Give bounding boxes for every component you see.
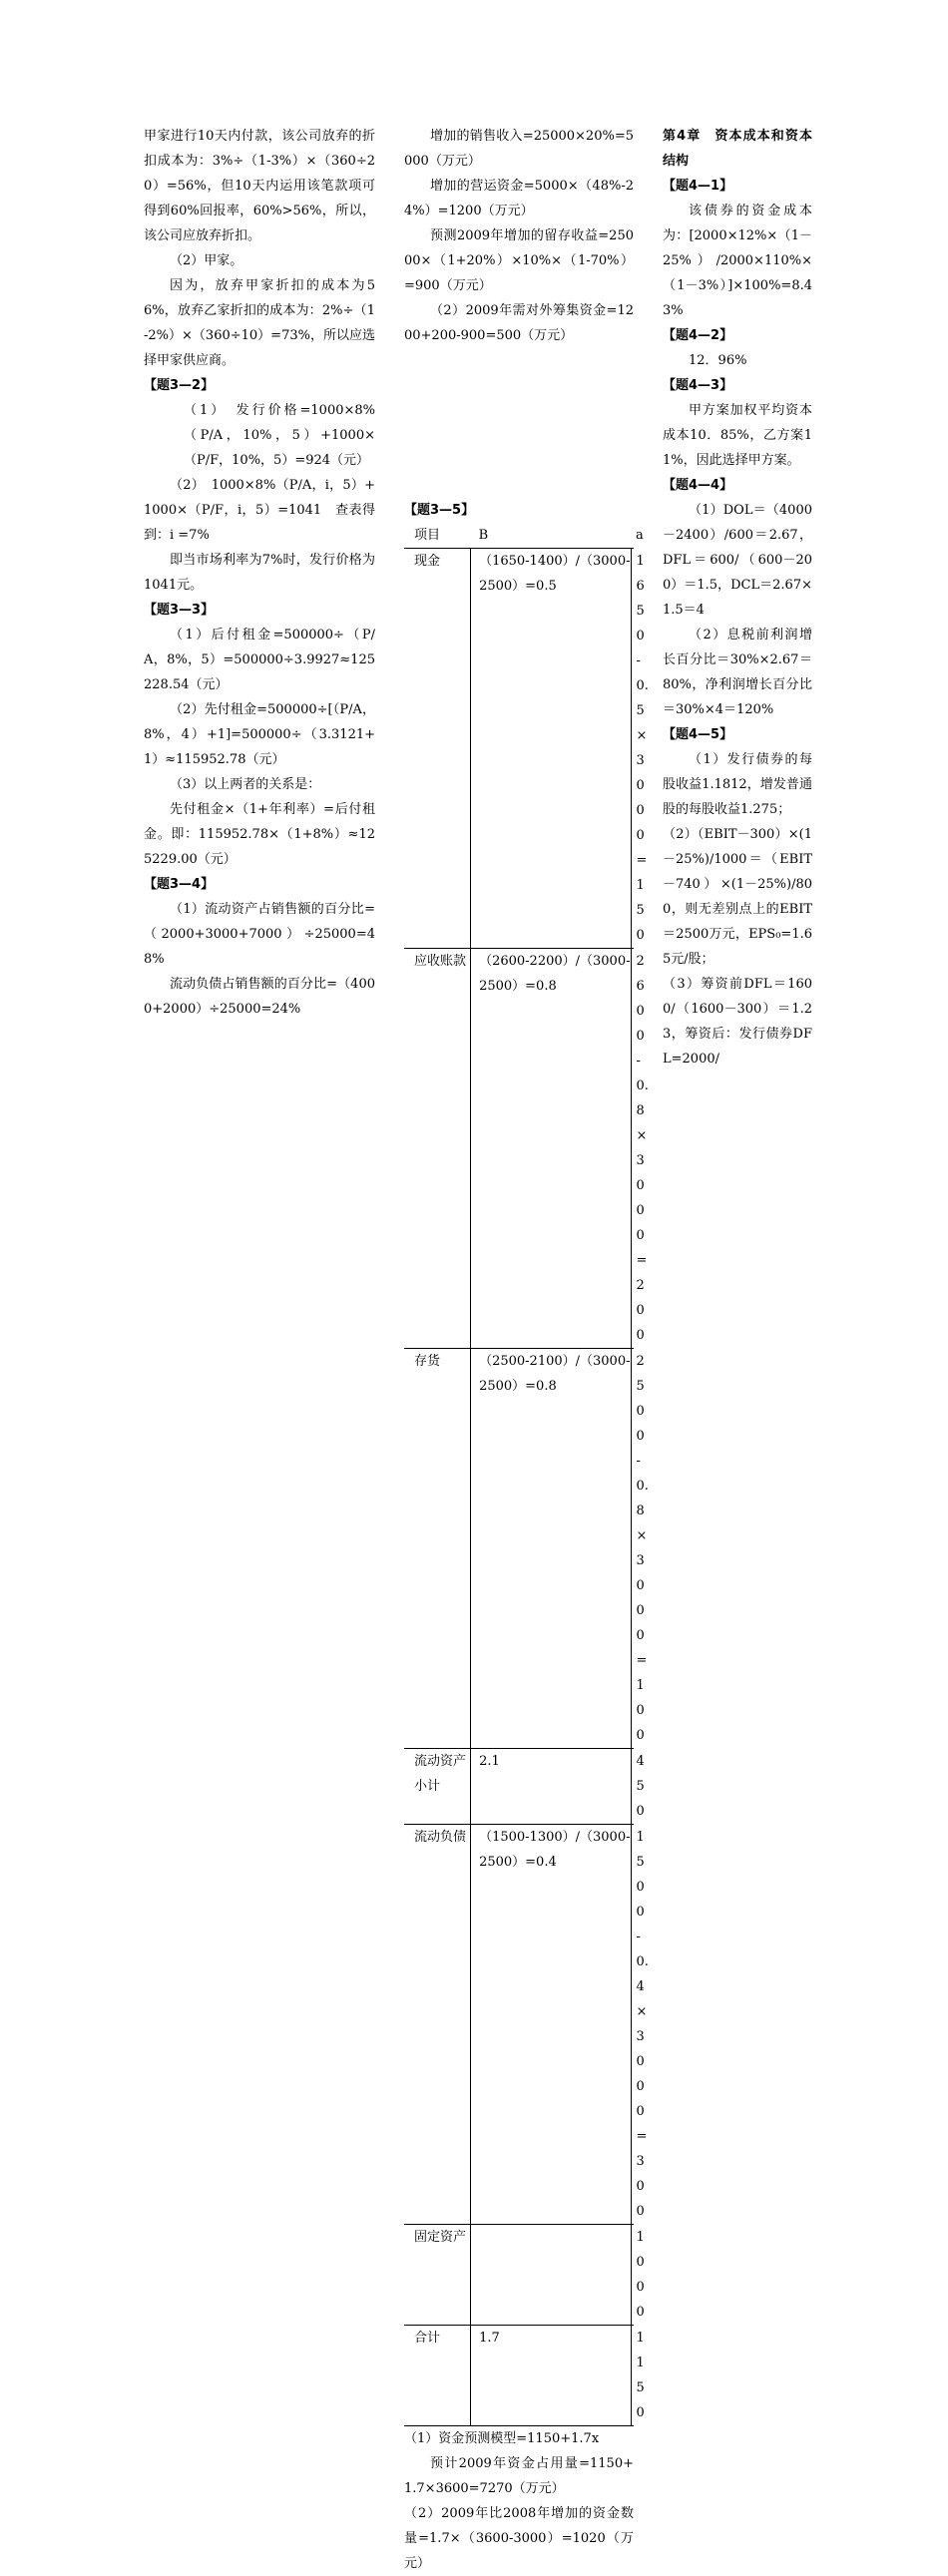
cell-a-value: 450 xyxy=(636,1754,645,1819)
paragraph: 预计2009年资金占用量=1150+1.7×3600=7270（万元） xyxy=(404,2456,634,2496)
cell-a xyxy=(632,949,649,1349)
paragraph: （1）流动资产占销售额的百分比=（2000+3000+7000）÷25000=48% xyxy=(144,902,375,967)
section-heading: 【题4—5】 xyxy=(663,727,733,742)
paragraph: （1）资金预测模型=1150+1.7x xyxy=(404,2431,600,2446)
section-heading: 【题3—2】 xyxy=(144,378,215,393)
table-header-row xyxy=(404,523,634,549)
paragraph: （2）（EBIT－300）×(1－25%)/1000＝（EBIT－740）×(1－25%)/800，则无差别点上的EBIT＝2500万元，EPS₀=1.65元/股； xyxy=(663,827,812,967)
paragraph: （2）先付租金=500000÷[（P/A，8%，4）+1]=500000÷（3.3121+1）≈115952.78（元） xyxy=(144,702,375,767)
cell-a-value: 1150 xyxy=(636,2331,645,2420)
paragraph: （2）甲家。 xyxy=(170,253,243,268)
table-row xyxy=(404,949,634,1349)
paragraph: （3）筹资前DFL＝1600/（1600－300）＝1.23，筹资后：发行债券DFL=2000/ xyxy=(663,977,812,1067)
paragraph: （2）2009年需对外筹集资金=1200+200-900=500（万元） xyxy=(404,303,634,343)
table-row xyxy=(404,1749,634,1825)
section-heading: 第4章 资本成本和资本结构 xyxy=(663,129,812,169)
paragraph: 增加的销售收入=25000×20%=5000（万元） xyxy=(404,129,634,169)
paragraph: 先付租金×（1+年利率）=后付租金。即：115952.78×（1+8%）≈125229.00（元） xyxy=(144,802,375,867)
paragraph: （1）DOL＝（4000－2400）/600＝2.67，DFL＝600/（600－200）＝1.5，DCL＝2.67×1.5＝4 xyxy=(663,503,812,618)
cell-a xyxy=(632,1749,645,1825)
cell-item: 固定资产 xyxy=(404,2225,471,2326)
section-heading: 【题4—3】 xyxy=(663,378,733,393)
paragraph: （2）2009年比2008年增加的资金数量=1.7×（3600-3000）=1020（万元） xyxy=(404,2506,634,2571)
paragraph: 该债券的资金成本为：[2000×12%×（1－25%）/2000×110%×（1－3%）]×100%=8.43% xyxy=(663,204,812,318)
cell-a-value: 1650-0.5×3000=150 xyxy=(636,554,649,943)
cell-a xyxy=(632,1825,649,2225)
cell-b: （1500-1300）/（3000-2500）=0.4 xyxy=(471,1825,632,2225)
column-middle-bottom xyxy=(404,2426,634,2576)
table-row xyxy=(404,2326,634,2426)
cell-item: 流动负债 xyxy=(404,1825,471,2225)
cell-a-value: 1000 xyxy=(636,2230,645,2320)
cell-a xyxy=(632,1349,649,1749)
paragraph: （1） 发行价格=1000×8%（P/A，10%，5）+1000×（P/F，10%，5）=924（元） xyxy=(184,403,375,468)
paragraph: 增加的营运资金=5000×（48%-24%）=1200（万元） xyxy=(404,179,634,218)
section-heading: 【题4—1】 xyxy=(663,179,733,194)
cell-a xyxy=(632,2225,645,2326)
cell-a-value: 2600-0.8×3000=200 xyxy=(636,954,649,1343)
paragraph: 即当市场利率为7%时，发行价格为1041元。 xyxy=(144,553,375,593)
paragraph: （1）发行债券的每股收益1.1812，增发普通股的每股收益1.275； xyxy=(663,752,812,817)
section-heading: 【题3—3】 xyxy=(144,603,215,618)
paragraph: 流动负债占销售额的百分比=（4000+2000）÷25000=24% xyxy=(144,977,375,1017)
column-left xyxy=(144,124,375,1022)
cell-item: 合计 xyxy=(404,2326,471,2426)
cell-b xyxy=(471,2225,632,2326)
section-heading: 【题3—4】 xyxy=(144,877,215,892)
paragraph: （3）以上两者的关系是： xyxy=(170,777,321,792)
paragraph: （2） 1000×8%（P/A，i，5）+1000×（P/F，i，5）=1041 查表得到：i =7% xyxy=(144,478,375,543)
cell-a-value: 1500-0.4×3000=300 xyxy=(636,1830,649,2219)
header-item: 项目 xyxy=(404,523,471,549)
section-heading: 【题4—2】 xyxy=(663,328,733,343)
section-heading: 【题4—4】 xyxy=(663,478,733,493)
paragraph: 甲方案加权平均资本成本10．85%，乙方案11%，因此选择甲方案。 xyxy=(663,403,812,468)
paragraph: 因为，放弃甲家折扣的成本为56%，放弃乙家折扣的成本为：2%÷（1-2%）×（360÷10）=73%，所以应选择甲家供应商。 xyxy=(144,278,375,368)
column-middle-top xyxy=(404,124,634,348)
cell-b: （2600-2200）/（3000-2500）=0.8 xyxy=(471,949,632,1349)
table-row xyxy=(404,549,634,949)
cell-a xyxy=(632,549,649,949)
cell-b: 1.7 xyxy=(471,2326,632,2426)
cell-b: （2500-2100）/（3000-2500）=0.8 xyxy=(471,1349,632,1749)
cell-b: 2.1 xyxy=(471,1749,632,1825)
cell-a-value: 2500-0.8×3000=100 xyxy=(636,1354,649,1743)
header-a-label: a xyxy=(635,528,644,543)
header-b: B xyxy=(471,523,632,549)
table-row xyxy=(404,1825,634,2225)
cell-item: 现金 xyxy=(404,549,471,949)
funding-table xyxy=(404,523,649,2426)
cell-a xyxy=(632,2326,645,2426)
spacer xyxy=(404,348,634,498)
cell-b: （1650-1400）/（3000-2500）=0.5 xyxy=(471,549,632,949)
cell-item: 流动资产小计 xyxy=(404,1749,471,1825)
paragraph: （1）后付租金=500000÷（P/A，8%，5）=500000÷3.9927≈125228.54（元） xyxy=(144,628,375,692)
paragraph: 12．96% xyxy=(689,353,747,368)
table-row xyxy=(404,2225,634,2326)
paragraph: （2）息税前利润增长百分比＝30%×2.67＝80%，净利润增长百分比＝30%×4＝120% xyxy=(663,628,812,717)
table-row xyxy=(404,1349,634,1749)
table-title: 【题3—5】 xyxy=(404,503,475,518)
column-middle xyxy=(404,124,649,2576)
header-a xyxy=(632,523,644,549)
column-right xyxy=(663,124,812,1072)
cell-item: 应收账款 xyxy=(404,949,471,1349)
paragraph: 甲家进行10天内付款，该公司放弃的折扣成本为：3%÷（1-3%）×（360÷20）=56%，但10天内运用该笔款项可得到60%回报率，60%>56%，所以，该公司应放弃折扣。 xyxy=(144,129,375,243)
cell-item: 存货 xyxy=(404,1349,471,1749)
paragraph: 预测2009年增加的留存收益=25000×（1+20%）×10%×（1-70%）=900（万元） xyxy=(404,228,634,293)
